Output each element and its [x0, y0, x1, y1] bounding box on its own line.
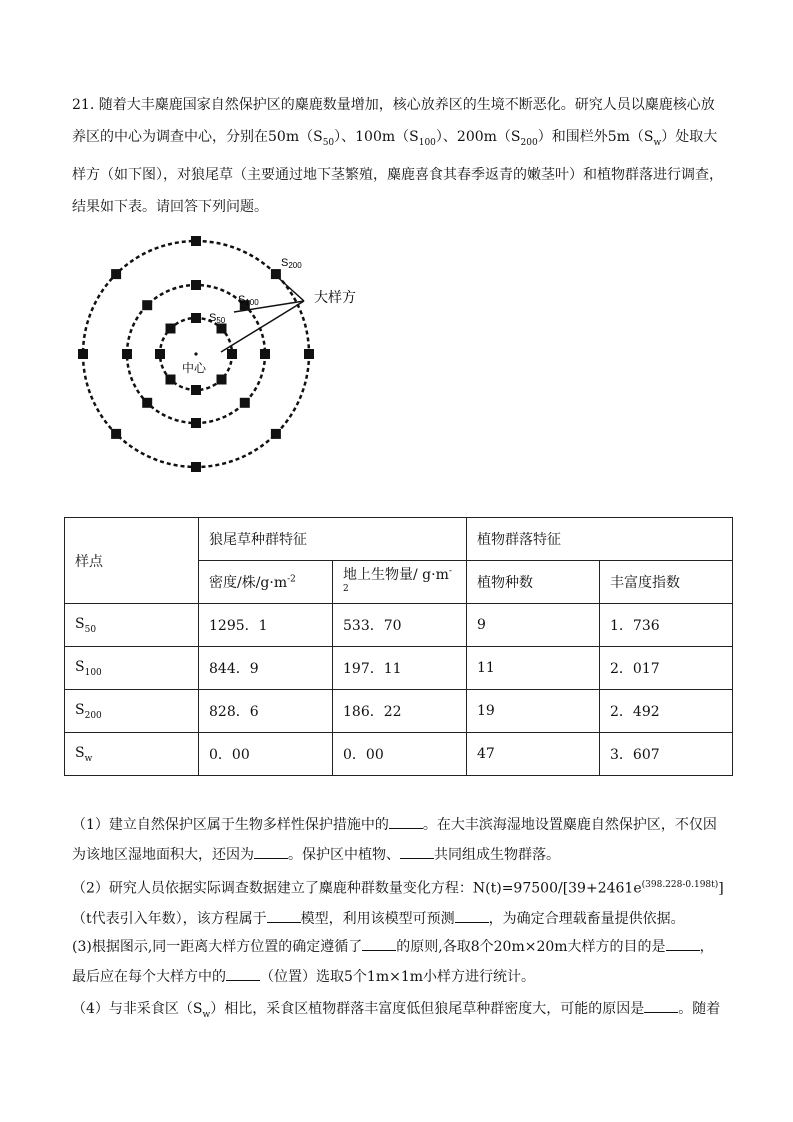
richness-cell: 2．017	[600, 647, 733, 690]
big-quadrat-marker	[217, 375, 227, 385]
species-cell: 19	[467, 690, 600, 733]
richness-cell: 2．492	[600, 690, 733, 733]
table-row	[65, 690, 733, 733]
question-2: （2）研究人员依据实际调查数据建立了麋鹿种群数量变化方程：$N(t)=97500/[39+2461e^{(398.228-0.198t)}](t$代表引入年数），该方程属于 模型，利用该模型可预测 ，为确定合理载畜量提供依据。	[72, 880, 724, 927]
question-3: (3)根据图示,同一距离大样方位置的确定遵循了 的原则,各取8个20m×20m大样方的目的是 ，最后应在每个大样方中的 （位置）选取5个1m×1m小样方进行统计。	[72, 939, 714, 985]
big-quadrat-marker	[191, 418, 201, 428]
col-biomass: 地上生物量/ $g\cdot m^{-2}$	[333, 561, 467, 604]
sub-200: 200	[520, 137, 538, 148]
biomass-cell: 197．11	[333, 647, 467, 690]
density-cell: 1295．1	[199, 604, 333, 647]
center-point	[194, 352, 197, 355]
question-number: 21.	[72, 97, 95, 113]
intro-text: ）处取大样方（如下图），对狼尾草（主要通过地下茎繁殖，麋鹿喜食其春季返青的嫩茎叶）和植物群落进行调查，结果如下表。请回答下列问题。	[72, 129, 723, 215]
biomass-cell: 533．70	[333, 604, 467, 647]
site-cell: $S_{200}$	[65, 690, 199, 733]
big-quadrat-marker	[111, 429, 121, 439]
question-1: （1）建立自然保护区属于生物多样性保护措施中的 。在大丰滨海湿地设置麋鹿自然保护区，不仅因为该地区湿地面积大，还因为 。保护区中植物、 共同组成生物群落。	[72, 817, 717, 863]
table-row	[65, 604, 733, 647]
quadrat-diagram	[66, 228, 366, 478]
sub-100: 100	[418, 137, 436, 148]
species-cell: 47	[467, 733, 600, 776]
header-foxtail-population: 狼尾草种群特征	[199, 518, 467, 561]
big-quadrat-marker	[166, 324, 176, 334]
big-quadrat-marker	[111, 269, 121, 279]
big-quadrat-marker	[191, 236, 201, 246]
density-cell: 828．6	[199, 690, 333, 733]
label-center: 中心	[182, 361, 207, 375]
big-quadrat-marker	[304, 349, 314, 359]
header-site: 样点	[65, 518, 199, 604]
big-quadrat-marker	[155, 349, 165, 359]
answer-blank[interactable]	[644, 1000, 678, 1013]
big-quadrat-marker	[191, 462, 201, 472]
big-quadrat-marker	[260, 349, 270, 359]
big-quadrat-marker	[191, 280, 201, 290]
pointer-line	[221, 301, 304, 352]
site-cell: $S_w$	[65, 733, 199, 776]
intro-text: ）和围栏外5m（S	[537, 129, 654, 145]
biomass-cell: 186．22	[333, 690, 467, 733]
big-quadrat-marker	[191, 313, 201, 323]
big-quadrat-marker	[122, 349, 132, 359]
label-s50: S50	[209, 312, 226, 325]
col-density: 密度/株$/g\cdot m^{-2}$	[199, 561, 333, 604]
density-cell: 0．00	[199, 733, 333, 776]
header-plant-community: 植物群落特征	[467, 518, 733, 561]
richness-cell: 3．607	[600, 733, 733, 776]
pointer-line	[273, 273, 304, 301]
survey-table	[64, 517, 733, 776]
intro-text: ）、100m（S	[334, 129, 419, 145]
big-quadrat-marker	[217, 324, 227, 334]
answer-blank[interactable]	[666, 938, 700, 951]
site-cell: $S_{100}$	[65, 647, 199, 690]
big-quadrat-marker	[240, 398, 250, 408]
table-row	[65, 647, 733, 690]
col-richness: 丰富度指数	[600, 561, 733, 604]
answer-blank[interactable]	[267, 910, 301, 923]
big-quadrat-marker	[166, 375, 176, 385]
richness-cell: 1．736	[600, 604, 733, 647]
label-s100: S100	[238, 294, 259, 307]
big-quadrat-marker	[191, 385, 201, 395]
label-big-quadrat: 大样方	[314, 290, 356, 306]
question-4: （4）与非采食区$(S_w)$相比，采食区植物群落丰富度低但狼尾草种群密度大，可能的原因是 。随着	[72, 1001, 721, 1020]
col-species: 植物种数	[467, 561, 600, 604]
table-row	[65, 733, 733, 776]
answer-blank[interactable]	[455, 910, 489, 923]
big-quadrat-marker	[271, 269, 281, 279]
answer-blank[interactable]	[226, 968, 260, 981]
density-cell: 844．9	[199, 647, 333, 690]
species-cell: 9	[467, 604, 600, 647]
big-quadrat-marker	[227, 349, 237, 359]
intro-text: 随着大丰麋鹿国家自然保护区的麋鹿数量增加，核心放养区的生境不断恶化。研究人员以麋鹿核心放养区的中心为调查中心，分别在50m（S	[72, 97, 715, 145]
sub-50: 50	[322, 137, 335, 148]
answer-blank[interactable]	[254, 846, 288, 859]
label-s200: S200	[281, 257, 302, 270]
big-quadrat-marker	[142, 300, 152, 310]
biomass-cell: 0．00	[333, 733, 467, 776]
question-intro	[72, 89, 724, 223]
big-quadrat-marker	[78, 349, 88, 359]
answer-blank[interactable]	[362, 938, 396, 951]
big-quadrat-marker	[271, 429, 281, 439]
species-cell: 11	[467, 647, 600, 690]
big-quadrat-marker	[142, 398, 152, 408]
sub-w: w	[653, 137, 662, 148]
site-cell: $S_{50}$	[65, 604, 199, 647]
intro-text: ）、200m（S	[435, 129, 521, 145]
answer-blank[interactable]	[389, 816, 423, 829]
answer-blank[interactable]	[400, 846, 434, 859]
